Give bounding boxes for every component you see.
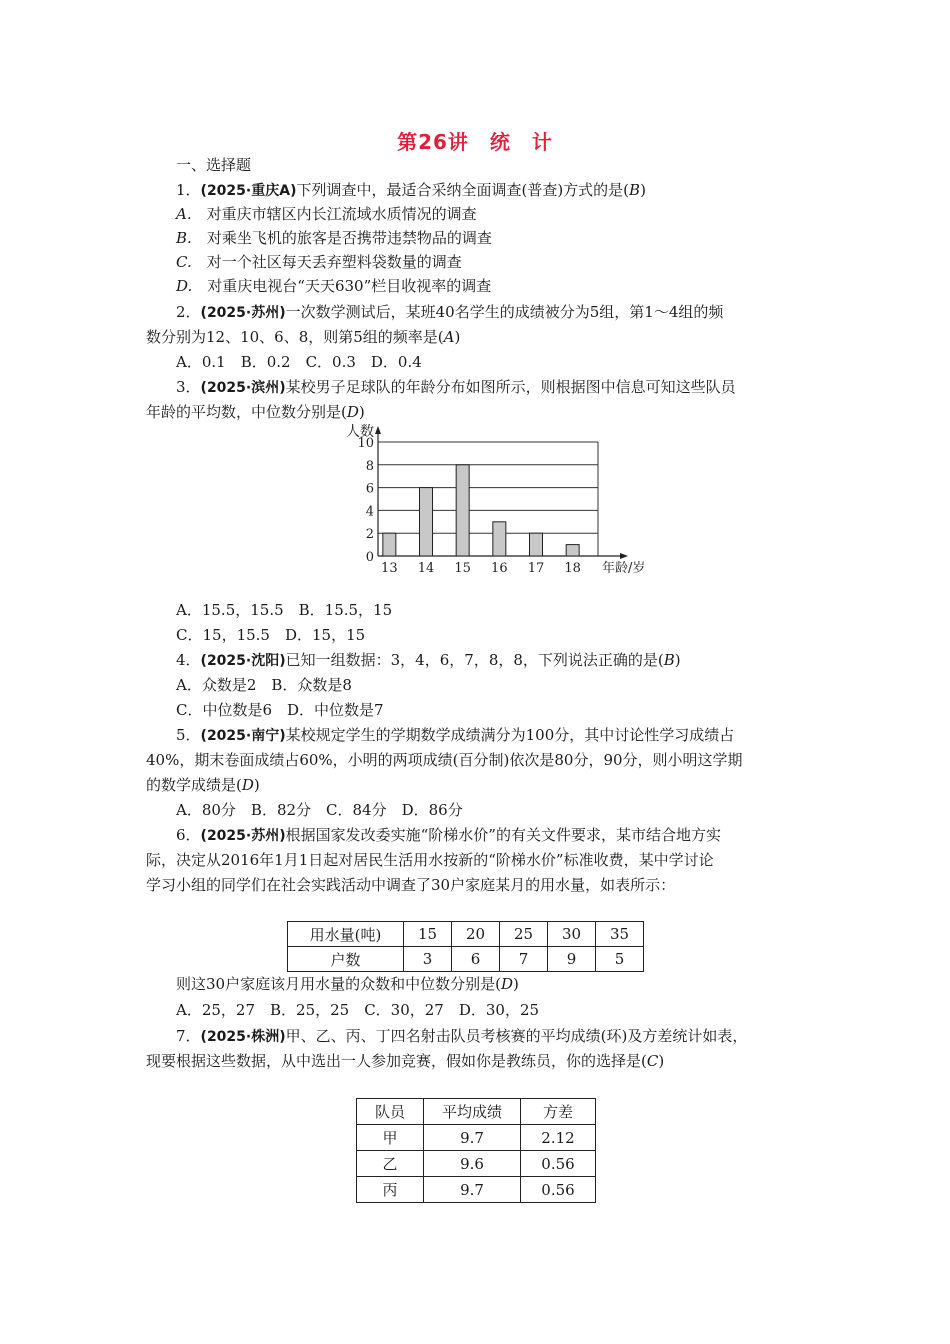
table-cell: 队员: [357, 1099, 424, 1125]
y-tick-label: 6: [365, 481, 374, 497]
table-cell: 15: [404, 922, 452, 947]
y-tick-label: 0: [365, 550, 374, 565]
y-axis-arrow: [375, 426, 381, 434]
question-5: 5．(2025·南宁)某校规定学生的学期数学成绩满分为100分，其中讨论性学习成绩占: [176, 726, 735, 744]
bar: [566, 545, 579, 556]
x-tick-label: 15: [454, 561, 471, 576]
x-tick-label: 13: [381, 561, 398, 576]
table-cell: 平均成绩: [424, 1099, 521, 1125]
q1-option-a: A. 对重庆市辖区内长江流域水质情况的调查: [176, 205, 477, 223]
table-cell: 25: [500, 922, 548, 947]
table-cell: 7: [500, 947, 548, 972]
q5-options: A．80分 B．82分 C．84分 D．86分: [176, 801, 463, 819]
table-cell: 6: [452, 947, 500, 972]
table-cell: 甲: [357, 1125, 424, 1151]
question-7: 7．(2025·株洲)甲、乙、丙、丁四名射击队员考核赛的平均成绩(环)及方差统计如表，: [176, 1027, 748, 1045]
question-2: 2．(2025·苏州)一次数学测试后，某班40名学生的成绩被分为5组，第1～4组的频: [176, 303, 724, 321]
table-cell: 0.56: [521, 1151, 596, 1177]
table-cell: 9: [548, 947, 596, 972]
question-1: 1．(2025·重庆A)下列调查中，最适合采纳全面调查(普查)方式的是(B): [176, 181, 646, 199]
table-cell: 2.12: [521, 1125, 596, 1151]
table-cell: 9.6: [424, 1151, 521, 1177]
y-tick-label: 8: [365, 458, 374, 474]
bar: [383, 533, 396, 556]
question-6: 6．(2025·苏州)根据国家发改委实施“阶梯水价”的有关文件要求，某市结合地方实: [176, 826, 721, 844]
q3-options-2: C．15，15.5 D．15，15: [176, 626, 366, 644]
q1-option-c: C. 对一个社区每天丢弃塑料袋数量的调查: [176, 253, 462, 271]
bar: [456, 465, 469, 556]
question-3: 3．(2025·滨州)某校男子足球队的年龄分布如图所示，则根据图中信息可知这些队员: [176, 378, 736, 396]
table-cell: 方差: [521, 1099, 596, 1125]
question-4: 4．(2025·沈阳)已知一组数据：3，4，6，7，8，8，下列说法正确的是(B): [176, 651, 681, 669]
table-cell: 丙: [357, 1177, 424, 1203]
table-row: [288, 947, 644, 972]
table-cell: 5: [596, 947, 644, 972]
x-tick-label: 16: [491, 561, 508, 576]
table-row: [357, 1125, 596, 1151]
y-tick-label: 4: [365, 504, 374, 520]
table-cell: 35: [596, 922, 644, 947]
q4-options-1: A．众数是2 B．众数是8: [176, 676, 352, 694]
table-cell: 20: [452, 922, 500, 947]
x-axis-label: 年龄/岁: [602, 561, 646, 576]
x-tick-label: 14: [417, 561, 435, 576]
question-5-cont: 40%，期末卷面成绩占60%，小明的两项成绩(百分制)依次是80分，90分，则小明这学期: [146, 751, 743, 769]
table-cell: 30: [548, 922, 596, 947]
question-2-cont: 数分别为12、10、6、8，则第5组的频率是(A): [146, 328, 461, 346]
shooting-stats-table: [356, 1098, 596, 1203]
q6-after: 则这30户家庭该月用水量的众数和中位数分别是(D): [176, 975, 519, 993]
age-bar-chart: [330, 420, 650, 580]
section-heading: 一、选择题: [176, 156, 252, 174]
question-7-cont: 现要根据这些数据，从中选出一人参加竞赛，假如你是教练员，你的选择是(C): [146, 1052, 665, 1070]
table-cell: 9.7: [424, 1177, 521, 1203]
table-cell: 乙: [357, 1151, 424, 1177]
x-axis-arrow: [620, 553, 628, 559]
x-tick-label: 17: [527, 561, 545, 576]
q6-options: A．25，27 B．25，25 C．30，27 D．30，25: [176, 1001, 540, 1019]
table-cell: 0.56: [521, 1177, 596, 1203]
page-title: 第26讲 统 计: [397, 130, 553, 154]
y-tick-label: 10: [357, 436, 374, 451]
bar: [530, 533, 543, 556]
q1-option-d: D. 对重庆电视台“天天630”栏目收视率的调查: [176, 277, 492, 295]
q3-options-1: A．15.5，15.5 B．15.5，15: [176, 601, 393, 619]
question-6-cont: 际，决定从2016年1月1日起对居民生活用水按新的“阶梯水价”标准收费，某中学讨论: [146, 851, 714, 869]
bar: [420, 488, 433, 556]
y-axis-label: 人数: [346, 424, 374, 440]
table-cell: 用水量(吨): [288, 922, 404, 947]
table-cell: 3: [404, 947, 452, 972]
q1-option-b: B. 对乘坐飞机的旅客是否携带违禁物品的调查: [176, 229, 492, 247]
water-usage-table: [287, 921, 644, 972]
y-tick-label: 2: [365, 527, 374, 543]
table-row: [357, 1099, 596, 1125]
x-tick-label: 18: [564, 561, 581, 576]
question-3-cont: 年龄的平均数，中位数分别是(D): [146, 403, 365, 421]
question-5-cont2: 的数学成绩是(D): [146, 776, 260, 794]
table-row: [357, 1151, 596, 1177]
table-row: [357, 1177, 596, 1203]
table-cell: 户数: [288, 947, 404, 972]
q4-options-2: C．中位数是6 D．中位数是7: [176, 701, 384, 719]
q2-options: A．0.1 B．0.2 C．0.3 D．0.4: [176, 353, 422, 371]
question-6-cont2: 学习小组的同学们在社会实践活动中调查了30户家庭某月的用水量，如表所示：: [146, 876, 676, 894]
table-row: [288, 922, 644, 947]
bar: [493, 522, 506, 556]
table-cell: 9.7: [424, 1125, 521, 1151]
